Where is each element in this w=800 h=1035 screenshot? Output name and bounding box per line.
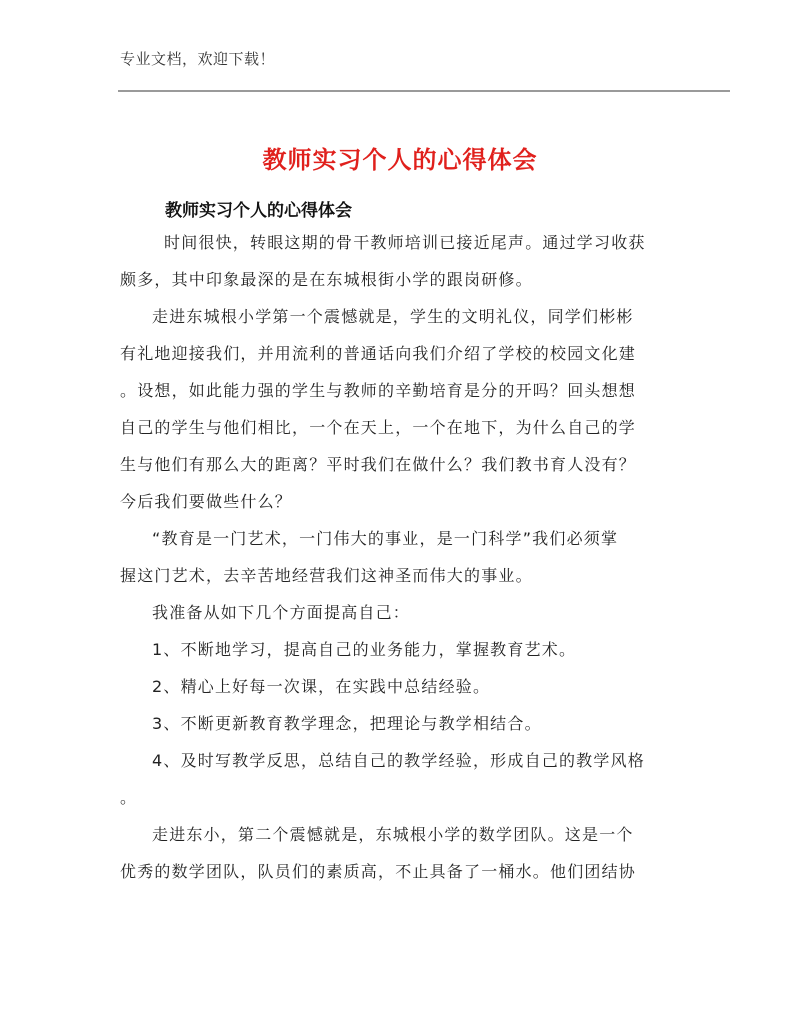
text-line: 生与他们有那么大的距离？平时我们在做什么？我们教书育人没有？: [120, 455, 637, 474]
text-line: 走进东小，第二个震憾就是，东城根小学的数学团队。这是一个: [152, 825, 634, 844]
text-line: 颇多，其中印象最深的是在东城根街小学的跟岗研修。: [120, 270, 533, 289]
text-line: 优秀的数学团队，队员们的素质高，不止具备了一桶水。他们团结协: [120, 862, 637, 881]
text-line: 走进东城根小学第一个震憾就是，学生的文明礼仪，同学们彬彬: [152, 307, 634, 326]
text-line: 。设想，如此能力强的学生与教师的辛勤培育是分的开吗？回头想想: [120, 381, 637, 400]
text-line: 。: [120, 788, 138, 807]
document-title: 教师实习个人的心得体会: [262, 146, 538, 174]
page-header-text: 专业文档，欢迎下载！: [120, 50, 276, 68]
text-line: 1、不断地学习，提高自己的业务能力，掌握教育艺术。: [152, 640, 577, 659]
text-line: 自己的学生与他们相比，一个在天上，一个在地下，为什么自己的学: [120, 418, 637, 437]
text-line: 今后我们要做些什么？: [120, 492, 293, 511]
text-line: “教育是一门艺术，一门伟大的事业，是一门科学”我们必须掌: [152, 529, 619, 548]
document-body: [120, 224, 680, 890]
text-line: 4、及时写教学反思，总结自己的教学经验，形成自己的教学风格: [152, 751, 645, 770]
document-subtitle: 教师实习个人的心得体会: [165, 201, 352, 221]
text-line: 握这门艺术，去辛苦地经营我们这神圣而伟大的事业。: [120, 566, 533, 585]
text-line: 2、精心上好每一次课，在实践中总结经验。: [152, 677, 491, 696]
text-line: 我准备从如下几个方面提高自己：: [152, 603, 411, 622]
text-line: 时间很快，转眼这期的骨干教师培训已接近尾声。通过学习收获: [164, 233, 646, 252]
text-line: 有礼地迎接我们，并用流利的普通话向我们介绍了学校的校园文化建: [120, 344, 637, 363]
header-divider: [118, 90, 730, 92]
text-line: 3、不断更新教育教学理念，把理论与教学相结合。: [152, 714, 542, 733]
